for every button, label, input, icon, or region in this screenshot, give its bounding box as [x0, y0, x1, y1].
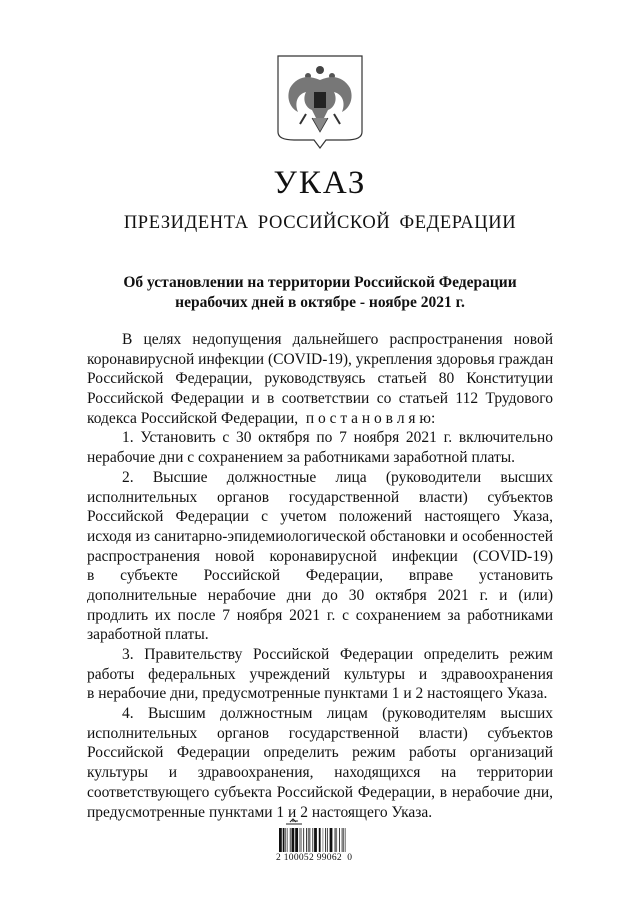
decree-item-2 — [87, 468, 553, 645]
barcode-bar — [330, 828, 333, 852]
barcode-bar — [327, 828, 328, 852]
coat-of-arms-icon — [276, 54, 364, 150]
barcode-bar — [342, 828, 343, 852]
barcode-mark-icon — [284, 818, 304, 826]
barcode-bar — [323, 828, 324, 852]
document-title: УКАЗ — [273, 165, 367, 201]
item-line: исполнительных органов государственной власти) субъектов — [87, 488, 553, 506]
barcode-bar — [279, 828, 282, 852]
preamble-line: Российской Федерации, руководствуясь статьей 80 Конституции — [87, 370, 553, 388]
item-line: продлить их после 7 ноября 2021 г. с сохранением за работниками — [87, 606, 553, 624]
item-line: дополнительные нерабочие дни до 30 октября 2021 г. и (или) — [87, 586, 553, 604]
item-line: Российской Федерации с учетом положений настоящего Указа, — [87, 508, 553, 526]
preamble-line: В целях недопущения дальнейшего распространения новой — [122, 331, 553, 348]
barcode-bar — [343, 828, 344, 852]
item-line: Российской Федерации определить режим работы организаций — [87, 744, 553, 762]
barcode-icon — [278, 828, 348, 852]
item-line: 1. Установить с 30 октября по 7 ноября 2021 г. включительно — [122, 429, 553, 447]
decree-item-3 — [87, 645, 553, 704]
preamble — [87, 330, 553, 428]
barcode-bar — [295, 828, 298, 852]
item-line: в нерабочие дни, предусмотренные пунктами 1 и 2 настоящего Указа. — [87, 685, 548, 703]
barcode-bar — [325, 828, 326, 852]
item-line: заработной платы. — [87, 626, 209, 644]
barcode-bar — [292, 828, 295, 852]
decree-body — [87, 330, 553, 822]
item-line: 3. Правительству Российской Федерации определить режим — [122, 646, 553, 663]
barcode-bar — [339, 828, 340, 852]
preamble-line: коронавирусной инфекции (COVID-19), укрепления здоровья граждан — [87, 350, 554, 368]
barcode-number: 2 100052 99062 0 — [276, 853, 353, 863]
heading-line: Об установлении на территории Российской Федерации — [123, 274, 517, 291]
item-line: предусмотренные пунктами 1 и 2 настоящего Указа. — [87, 803, 433, 821]
decree-item-4 — [87, 704, 553, 822]
barcode-bar — [306, 828, 307, 852]
barcode-bar — [319, 828, 321, 852]
decree-item-1 — [87, 428, 553, 467]
barcode-bar — [285, 828, 286, 852]
decree-word: п о с т а н о в л я ю: — [305, 409, 436, 427]
item-line: работы федеральных учреждений культуры и здравоохранения — [87, 665, 553, 683]
preamble-line: Российской Федерации и в соответствии со статьей 112 Трудового — [87, 390, 553, 408]
barcode-block — [276, 818, 376, 868]
heading-line: нерабочих дней в октябре - ноябре 2021 г. — [175, 294, 465, 311]
barcode-bar — [334, 828, 337, 852]
barcode-bar — [312, 828, 313, 852]
item-line: исходя из санитарно-эпидемиологической обстановки и особенностей — [87, 527, 553, 545]
barcode-bar — [301, 828, 302, 852]
item-line: распространения новой коронавирусной инфекции (COVID-19) — [87, 547, 553, 565]
item-line: в субъекте Российской Федерации, вправе установить — [87, 567, 553, 585]
item-line: 4. Высшим должностным лицам (руководителям высших — [122, 705, 553, 723]
item-line: нерабочие дни с сохранением за работниками заработной платы. — [87, 449, 516, 467]
barcode-bar — [314, 828, 317, 852]
barcode-bar — [283, 828, 285, 852]
barcode-bar — [303, 828, 304, 852]
decree-heading — [100, 273, 540, 313]
item-line: соответствующего субъекта Российской Федерации, в нерабочие дни, — [87, 783, 553, 801]
preamble-text: кодекса Российской Федерации, — [87, 409, 299, 427]
barcode-bar — [299, 828, 300, 852]
barcode-bar — [308, 828, 311, 852]
barcode-bar — [345, 828, 346, 852]
item-line: 2. Высшие должностные лица (руководители высших — [122, 468, 553, 486]
barcode-bar — [287, 828, 288, 852]
document-subtitle: ПРЕЗИДЕНТА РОССИЙСКОЙ ФЕДЕРАЦИИ — [123, 213, 517, 233]
item-line: исполнительных органов государственной власти) субъектов — [87, 724, 553, 742]
barcode-bar — [290, 828, 291, 852]
preamble-line-last — [87, 409, 553, 429]
item-line: культуры и здравоохранения, находящихся на территории — [87, 764, 553, 782]
